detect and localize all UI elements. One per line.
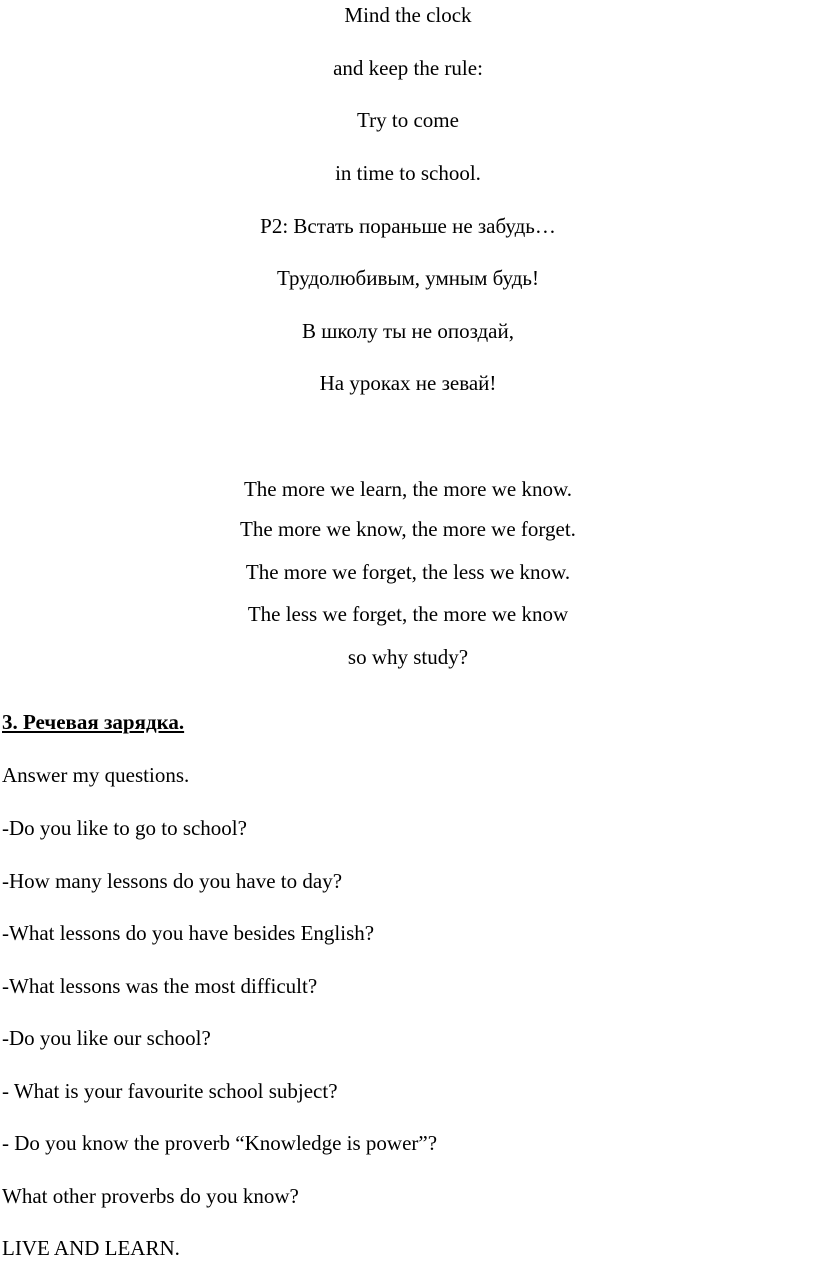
question-item: - Do you know the proverb “Knowledge is power”? — [2, 1131, 438, 1155]
poem-russian-line-3: В школу ты не опоздай, — [301, 319, 514, 343]
question-item: -What lessons do you have besides English? — [2, 921, 375, 945]
verse-line-1: The more we learn, the more we know. — [243, 477, 573, 501]
question-item: - What is your favourite school subject? — [2, 1079, 338, 1103]
question-item: -Do you like to go to school? — [2, 816, 247, 840]
poem-russian-line-1: P2: Встать пораньше не забудь… — [260, 214, 556, 238]
poem-english-line-1: Mind the clock — [344, 3, 472, 27]
poem-english-line-3: Try to come — [357, 108, 459, 132]
question-item: -What lessons was the most difficult? — [2, 974, 318, 998]
verse-line-5: so why study? — [347, 645, 469, 669]
poem-russian-line-2: Трудолюбивым, умным будь! — [277, 266, 539, 290]
section-intro: Answer my questions. — [2, 763, 190, 787]
followup-question: What other proverbs do you know? — [2, 1184, 299, 1208]
poem-english-line-2: and keep the rule: — [333, 56, 483, 80]
closing-proverb: LIVE AND LEARN. — [2, 1236, 180, 1260]
verse-line-3: The more we forget, the less we know. — [245, 560, 571, 584]
question-item: -How many lessons do you have to day? — [2, 869, 343, 893]
poem-english-line-4: in time to school. — [335, 161, 481, 185]
verse-line-4: The less we forget, the more we know — [247, 602, 569, 626]
verse-line-2: The more we know, the more we forget. — [240, 517, 576, 541]
section-heading: 3. Речевая зарядка. — [2, 710, 185, 734]
poem-russian-line-4: На уроках не зевай! — [319, 371, 497, 395]
question-item: -Do you like our school? — [2, 1026, 211, 1050]
